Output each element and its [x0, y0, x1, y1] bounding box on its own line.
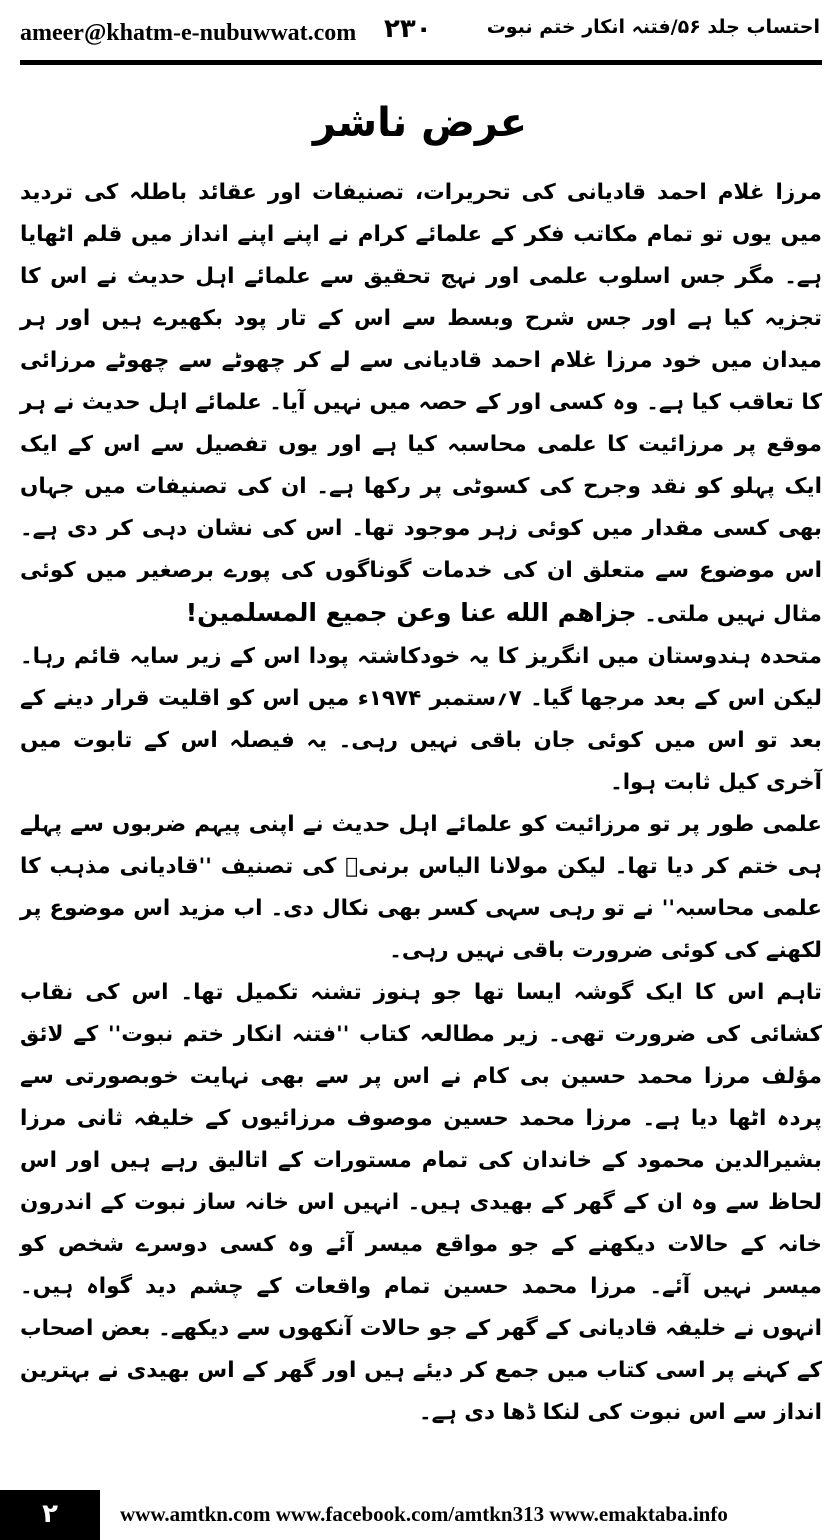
paragraph-intro-text: مرزا غلام احمد قادیانی کی تحریرات، تصنیفات اور عقائد باطلہ کی تردید میں یوں تو تمام مکاتب فکر کے علمائے کرام نے اپنے اپنے انداز میں قلم اٹھایا ہے۔ مگر جس اسلوب علمی اور نہج تحقیق سے علمائے اہل حدیث نے اس کا تجزیہ کیا ہے اور جس شرح وبسط سے اس کے تار پود بکھیرے ہیں اور ہر میدان میں خود مرزا غلام احمد قادیانی سے لے کر چھوٹے سے چھوٹے مرزائی کا تعاقب کیا ہے۔ وہ کسی اور کے حصہ میں نہیں آیا۔ علمائے اہل حدیث نے ہر موقع پر مرزائیت کا علمی محاسبہ کیا ہے اور یوں تفصیل سے اس کے ایک ایک پہلو کو نقد وجرح کی کسوٹی پر رکھا ہے۔ ان کی تصنیفات میں جہاں بھی کسی مقدار میں کوئی زہر موجود تھا۔ اس کی نشان دہی کر دی ہے۔ اس موضوع سے متعلق ان کی خدمات گوناگوں کی پورے برصغیر میں کوئی مثال نہیں ملتی۔	[20, 180, 822, 627]
paragraph-intro	[20, 172, 822, 636]
page-header	[0, 0, 840, 66]
paragraph-book: تاہم اس کا ایک گوشہ ایسا تھا جو ہنوز تشنہ تکمیل تھا۔ اس کی نقاب کشائی کی ضرورت تھی۔ زیر مطالعہ کتاب ''فتنہ انکار ختم نبوت'' کے لائق مؤلف مرزا محمد حسین بی کام نے اس پر سے بھی نہایت خوبصورتی سے پردہ اٹھا دیا ہے۔ مرزا محمد حسین موصوف مرزائیوں کے خلیفہ ثانی مرزا بشیرالدین محمود کے خاندان کی تمام مستورات کے اتالیق رہے ہیں اور اس لحاظ سے وہ ان کے گھر کے بھیدی ہیں۔ انہیں اس خانہ ساز نبوت کے اندرون خانہ کے حالات دیکھنے کے جو مواقع میسر آئے وہ کسی دوسرے شخص کو میسر نہیں آئے۔ مرزا محمد حسین تمام واقعات کے چشم دید گواہ ہیں۔ انہوں نے خلیفہ قادیانی کے گھر کے جو حالات آنکھوں سے دیکھے۔ بعض اصحاب کے کہنے پر اسی کتاب میں جمع کر دیئے ہیں اور گھر کے اس بھیدی نے بہترین انداز سے اس نبوت کی لنکا ڈھا دی ہے۔	[20, 980, 822, 1425]
paragraph-history: متحدہ ہندوستان میں انگریز کا یہ خودکاشتہ پودا اس کے زیر سایہ قائم رہا۔ لیکن اس کے بعد مرجھا گیا۔ ۷؍ستمبر ۱۹۷۴ء میں اس کو اقلیت قرار دینے کے بعد تو اس میں کوئی جان باقی نہیں رہی۔ یہ فیصلہ اس کے تابوت میں آخری کیل ثابت ہوا۔	[20, 644, 822, 795]
arabic-prayer: جزاهم الله عنا وعن جميع المسلمين!	[185, 598, 637, 627]
header-page-number: ۲۳۰	[384, 14, 432, 44]
footer-page-number: ۲	[0, 1490, 100, 1540]
page-title: عرض ناشر	[312, 100, 528, 146]
header-divider	[20, 60, 822, 65]
paragraph-scholars: علمی طور پر تو مرزائیت کو علمائے اہل حدیث نے اپنی پیہم ضربوں سے پہلے ہی ختم کر دیا تھا۔ لیکن مولانا الیاس برنیؒ کی تصنیف ''قادیانی مذہب کا علمی محاسبہ'' نے تو رہی سہی کسر بھی نکال دی۔ اب مزید اس موضوع پر لکھنے کی کوئی ضرورت باقی نہیں رہی۔	[20, 812, 822, 963]
page-footer	[0, 1490, 840, 1540]
header-email: ameer@khatm-e-nubuwwat.com	[20, 20, 357, 46]
body-text	[20, 172, 822, 1434]
footer-links: www.amtkn.com www.facebook.com/amtkn313 www.emaktaba.info	[120, 1502, 728, 1526]
header-book-title: احتساب جلد ۵۶/فتنہ انکار ختم نبوت	[486, 16, 820, 38]
